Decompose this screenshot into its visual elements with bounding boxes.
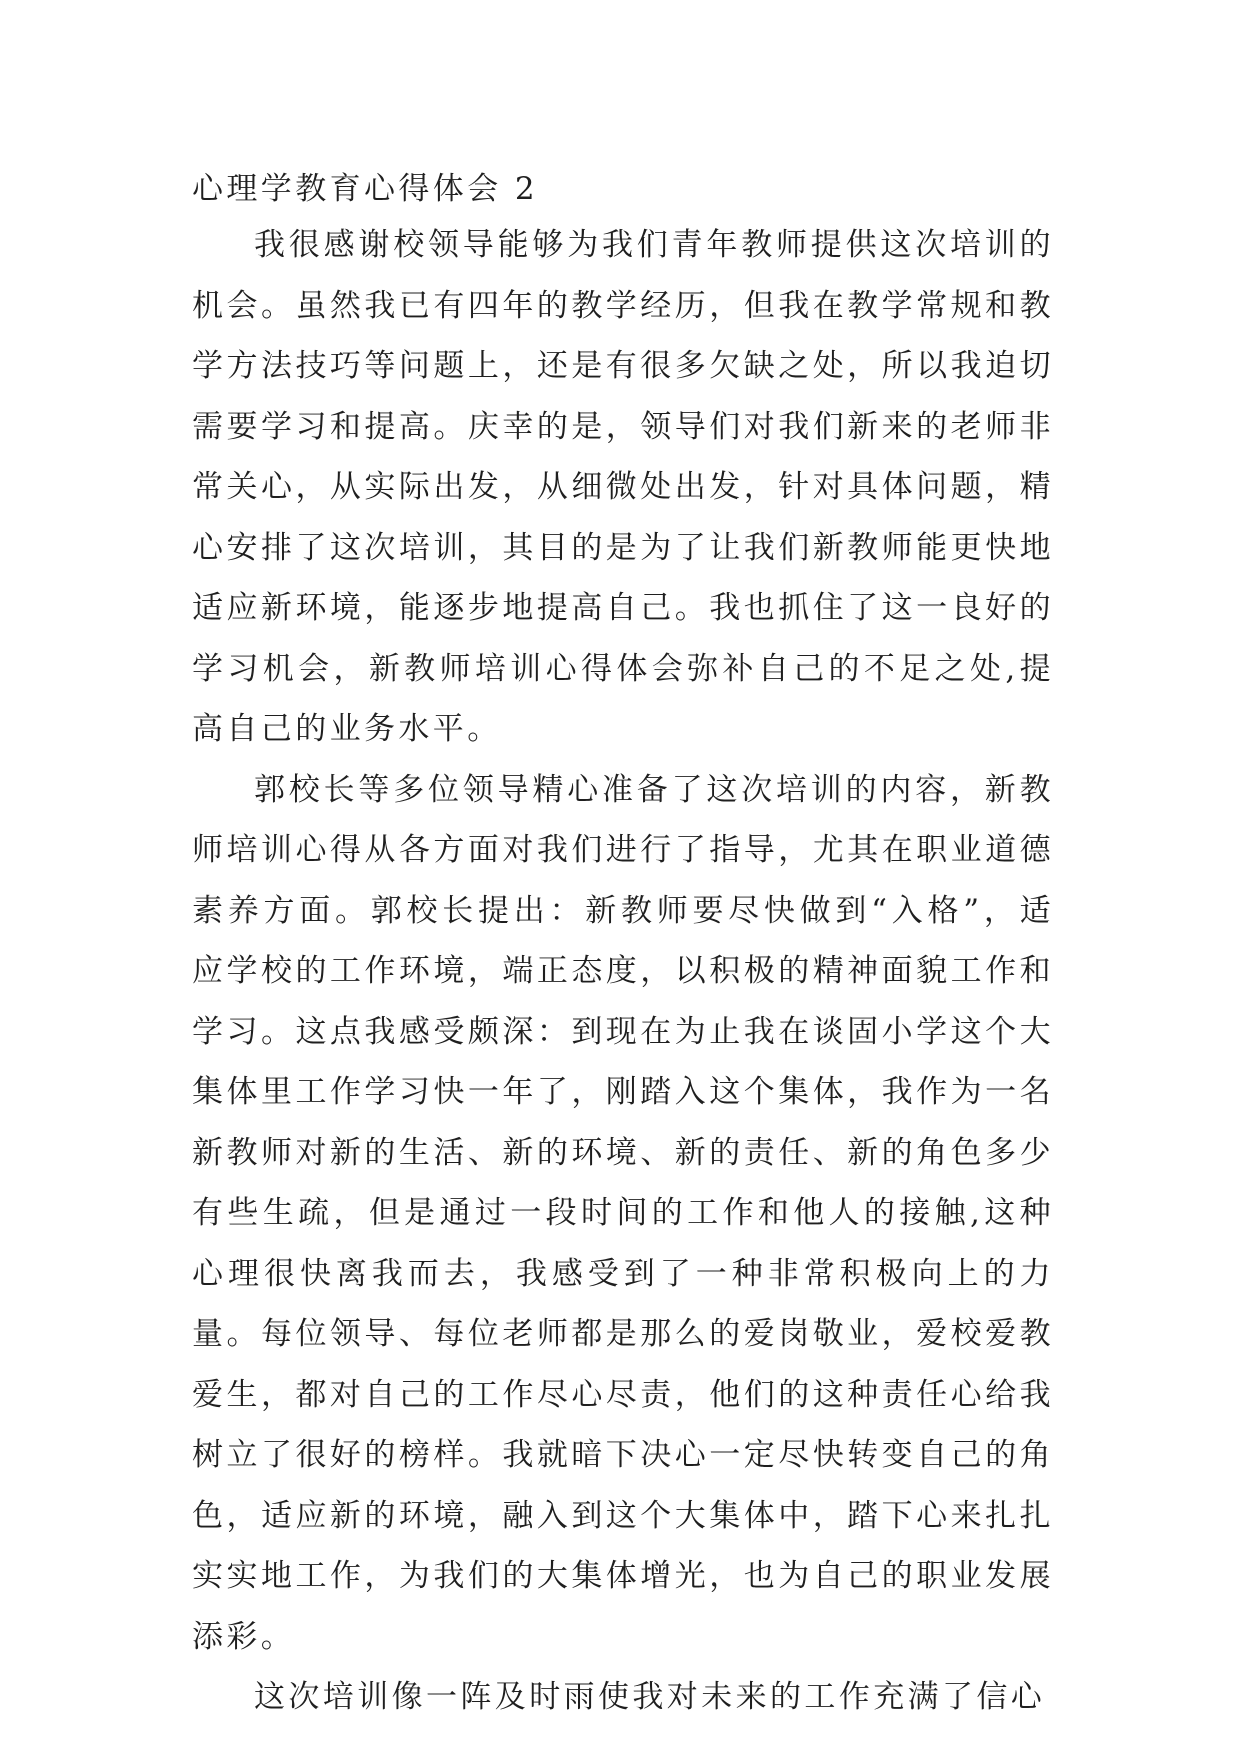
paragraph-3: 这次培训像一阵及时雨使我对未来的工作充满了信心 xyxy=(254,1679,1046,1715)
paragraph-2: 郭校长等多位领导精心准备了这次培训的内容，新教师培训心得从各方面对我们进行了指导，尤其在职业道德素养方面。郭校长提出：新教师要尽快做到“入格”，适应学校的工作环境，端正态度，以积极的精神面貌工作和学习。这点我感受颇深：到现在为止我在谈固小学这个大集体里工作学习快一年了，刚踏入这个集体，我作为一名新教师对新的生活、新的环境、新的责任、新的角色多少有些生疏，但是通过一段时间的工作和他人的接触,这种心理很快离我而去，我感受到了一种非常积极向上的力量。每位领导、每位老师都是那么的爱岗敬业，爱校爱教爱生，都对自己的工作尽心尽责，他们的这种责任心给我树立了很好的榜样。我就暗下决心一定尽快转变自己的角色，适应新的环境，融入到这个大集体中，踏下心来扎扎实实地工作，为我们的大集体增光，也为自己的职业发展添彩。 xyxy=(192,771,1054,1655)
document-body xyxy=(192,163,1054,1728)
document-title: 心理学教育心得体会 2 xyxy=(192,171,538,207)
paragraph-1: 我很感谢校领导能够为我们青年教师提供这次培训的机会。虽然我已有四年的教学经历，但我在教学常规和教学方法技巧等问题上，还是有很多欠缺之处，所以我迫切需要学习和提高。庆幸的是，领导们对我们新来的老师非常关心，从实际出发，从细微处出发，针对具体问题，精心安排了这次培训，其目的是为了让我们新教师能更快地适应新环境，能逐步地提高自己。我也抓住了这一良好的学习机会，新教师培训心得体会弥补自己的不足之处,提高自己的业务水平。 xyxy=(192,227,1054,747)
